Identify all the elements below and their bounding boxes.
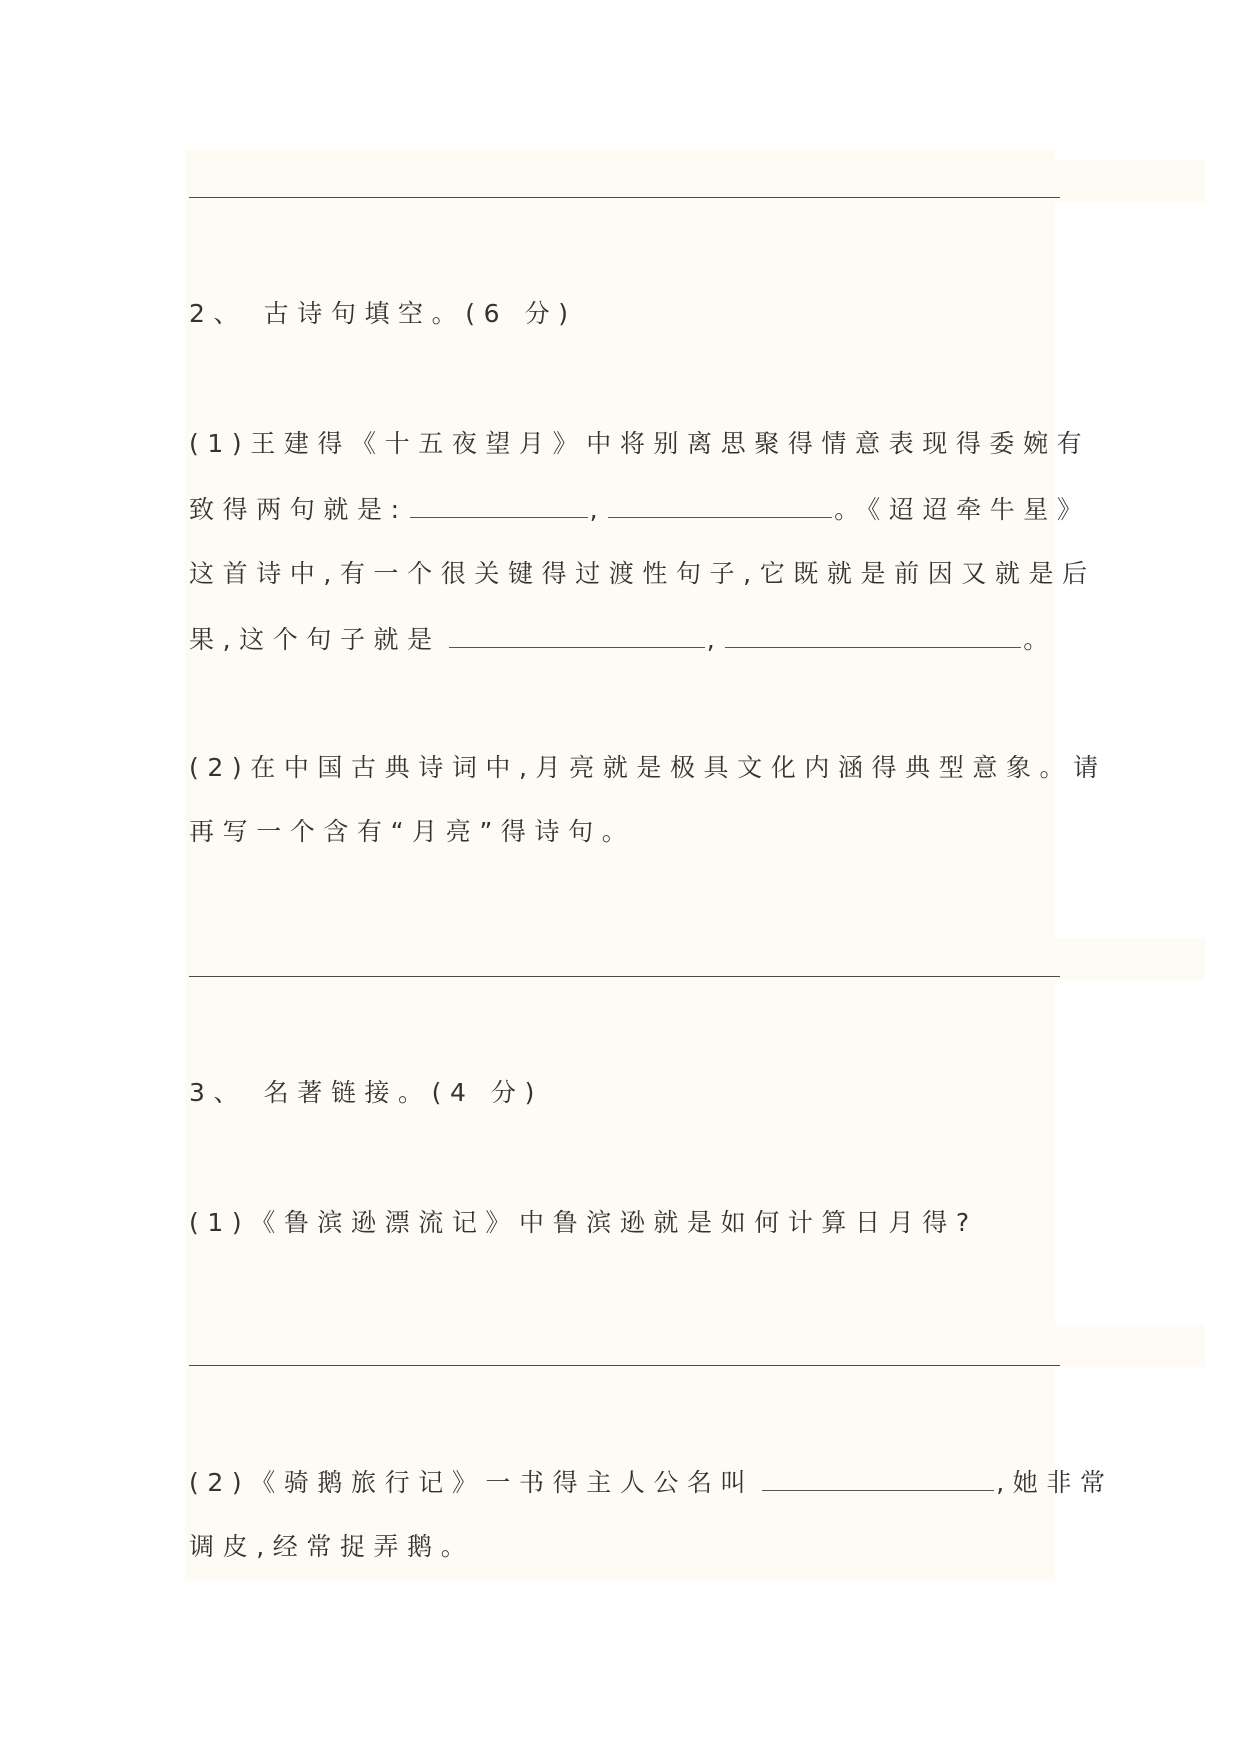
page-tint-strip-3 (1055, 1325, 1205, 1367)
q2-part1-line4-text: 果,这个句子就是 (189, 625, 441, 654)
answer-blank-2[interactable] (608, 493, 832, 518)
q3-part2-line2: 调皮,经常捉弄鹅。 (189, 1532, 475, 1561)
q2-part2-line1: (2)在中国古典诗词中,月亮就是极具文化内涵得典型意象。请 (189, 753, 1107, 782)
q2-part1-line3: 这首诗中,有一个很关键得过渡性句子,它既就是前因又就是后 (189, 559, 1096, 588)
q3-part2-line1 (189, 1466, 1114, 1499)
q2-part1-line2 (189, 493, 1090, 526)
q3-part1-line1: (1)《鲁滨逊漂流记》中鲁滨逊就是如何计算日月得? (189, 1208, 978, 1237)
answer-blank-3[interactable] (449, 623, 705, 648)
q2-heading: 2、 古诗句填空。(6 分) (189, 299, 577, 328)
q2-part1-line2-text: 致得两句就是: (189, 495, 408, 524)
q2-part1-line2-comma: , (589, 495, 607, 524)
q2-part2-line2: 再写一个含有“月亮”得诗句。 (189, 817, 636, 846)
q3-heading: 3、 名著链接。(4 分) (189, 1078, 544, 1107)
answer-blank-1[interactable] (410, 493, 588, 518)
answer-rule-q2[interactable] (189, 976, 1060, 977)
page-tint-strip-1 (1055, 160, 1205, 202)
q2-part1-line4-tail: 。 (1023, 625, 1057, 654)
q2-part1-line4 (189, 623, 1057, 656)
answer-rule-top (189, 197, 1060, 198)
q3-part2-line1-tail: ,她非常 (996, 1468, 1114, 1497)
q2-part1-line2-tail: 。《迢迢牵牛星》 (834, 495, 1091, 524)
q3-part2-line1-text: (2)《骑鹅旅行记》一书得主人公名叫 (189, 1468, 755, 1497)
q2-part1-line1: (1)王建得《十五夜望月》中将别离思聚得情意表现得委婉有 (189, 429, 1091, 458)
q2-part1-line4-comma: , (706, 625, 724, 654)
page-tint-strip-2 (1055, 938, 1205, 980)
answer-blank-5[interactable] (762, 1466, 994, 1491)
answer-blank-4[interactable] (725, 623, 1021, 648)
answer-rule-q3-1[interactable] (189, 1365, 1060, 1366)
